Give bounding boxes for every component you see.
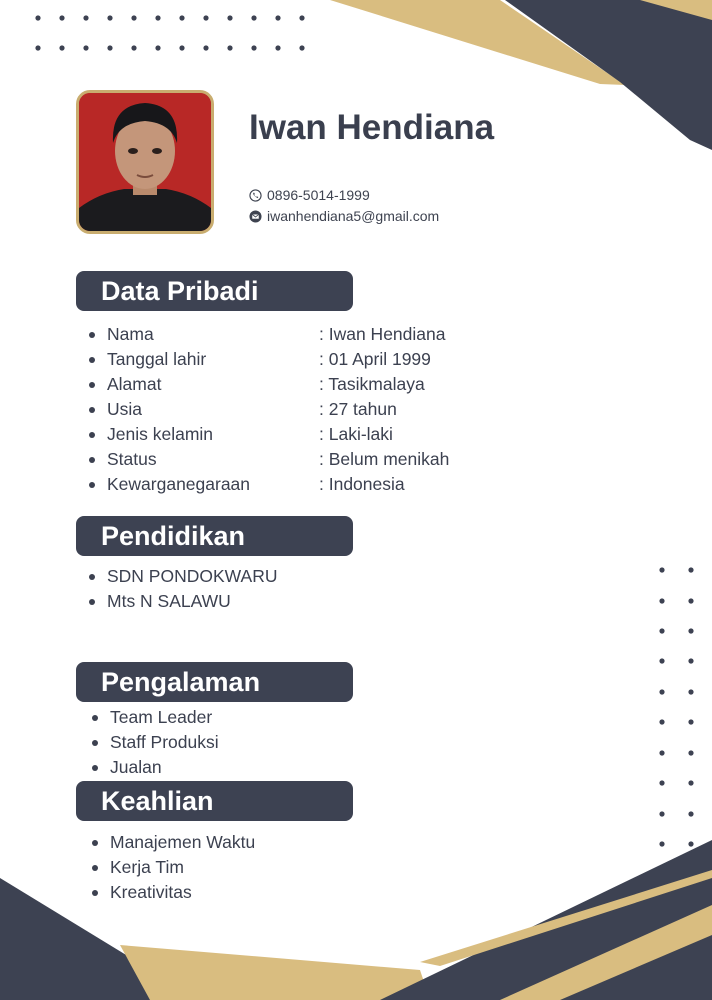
phone-number: 0896-5014-1999 <box>267 187 370 203</box>
list-item: Jualan <box>88 755 219 780</box>
list-item: Tanggal lahir : 01 April 1999 <box>85 347 449 372</box>
list-item: Jenis kelamin : Laki-laki <box>85 422 449 447</box>
phone-row <box>249 187 370 203</box>
section-header-education: Pendidikan <box>76 516 353 556</box>
dot-pattern-top <box>28 10 328 60</box>
section-header-experience: Pengalaman <box>76 662 353 702</box>
list-item: Usia : 27 tahun <box>85 397 449 422</box>
list-item: SDN PONDOKWARU <box>85 564 277 589</box>
list-item: Kerja Tim <box>88 855 255 880</box>
experience-list <box>88 705 219 780</box>
list-item: Kewarganegaraan : Indonesia <box>85 472 449 497</box>
list-item: Alamat : Tasikmalaya <box>85 372 449 397</box>
education-list <box>85 564 277 614</box>
personal-data-list <box>85 322 449 497</box>
skills-list <box>88 830 255 905</box>
list-item: Mts N SALAWU <box>85 589 277 614</box>
bottom-right-navy <box>380 840 712 1000</box>
person-name: Iwan Hendiana <box>249 108 495 147</box>
list-item: Nama : Iwan Hendiana <box>85 322 449 347</box>
list-item: Team Leader <box>88 705 219 730</box>
phone-icon <box>249 189 262 202</box>
list-item: Status : Belum menikah <box>85 447 449 472</box>
email-row <box>249 208 439 224</box>
profile-photo <box>76 90 214 234</box>
section-header-skills: Keahlian <box>76 781 353 821</box>
mail-icon <box>249 210 262 223</box>
list-item: Kreativitas <box>88 880 255 905</box>
section-header-personal: Data Pribadi <box>76 271 353 311</box>
list-item: Staff Produksi <box>88 730 219 755</box>
email-address: iwanhendiana5@gmail.com <box>267 208 440 224</box>
list-item: Manajemen Waktu <box>88 830 255 855</box>
bottom-left-gold <box>120 945 430 1000</box>
dot-pattern-right <box>650 558 710 858</box>
